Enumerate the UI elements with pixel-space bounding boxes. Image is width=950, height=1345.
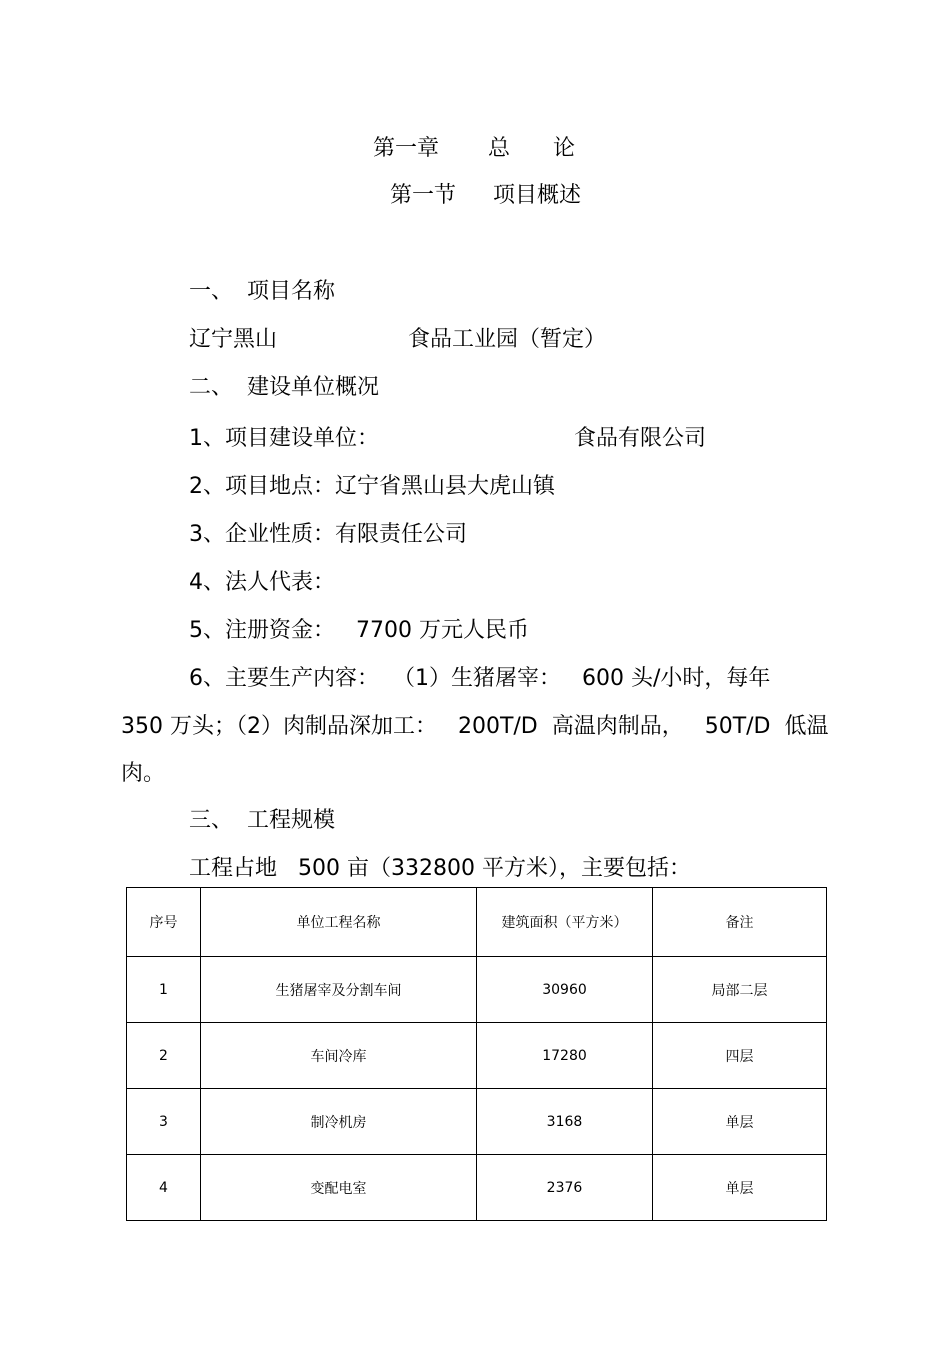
registered-capital: 5、注册资金： 7700 万元人民币 — [189, 618, 529, 643]
section-title: 项目概述 — [493, 183, 582, 208]
table-row — [127, 1155, 827, 1221]
project-name-part-1: 辽宁黑山 — [189, 327, 278, 352]
project-location: 2、项目地点：辽宁省黑山县大虎山镇 — [189, 474, 555, 499]
table-cell: 单层 — [653, 1155, 827, 1221]
table-row — [127, 1023, 827, 1089]
table-cell: 4 — [127, 1155, 201, 1221]
table-cell: 单层 — [653, 1089, 827, 1155]
header-cell: 单位工程名称 — [201, 888, 477, 957]
production-content-line-2: 350 万头；（2）肉制品深加工： 200T/D 高温肉制品， 50T/D 低温 — [121, 714, 829, 739]
project-scale-heading: 三、 工程规模 — [189, 808, 335, 833]
chapter-number: 第一章 — [373, 136, 440, 161]
header-cell: 建筑面积（平方米） — [477, 888, 653, 957]
header-cell: 备注 — [653, 888, 827, 957]
header-cell: 序号 — [127, 888, 201, 957]
works-table — [126, 887, 827, 1221]
table-cell: 车间冷库 — [201, 1023, 477, 1089]
builder-overview-heading: 二、 建设单位概况 — [189, 375, 379, 400]
chapter-title-part-2: 论 — [553, 136, 576, 161]
builder-unit-label: 1、项目建设单位： — [189, 426, 379, 451]
table-cell: 3168 — [477, 1089, 653, 1155]
project-scale-intro: 工程占地 500 亩（332800 平方米），主要包括： — [189, 856, 691, 881]
table-cell: 30960 — [477, 957, 653, 1023]
section-number: 第一节 — [390, 183, 457, 208]
table-cell: 生猪屠宰及分割车间 — [201, 957, 477, 1023]
chapter-title-part-1: 总 — [488, 136, 511, 161]
project-name-heading: 一、 项目名称 — [189, 279, 335, 304]
table-cell: 2376 — [477, 1155, 653, 1221]
table-cell: 17280 — [477, 1023, 653, 1089]
builder-unit-value: 食品有限公司 — [574, 426, 707, 451]
table-row — [127, 957, 827, 1023]
production-content-line-3: 肉。 — [121, 761, 166, 786]
table-cell: 局部二层 — [653, 957, 827, 1023]
table-row — [127, 1089, 827, 1155]
project-name-part-2: 食品工业园（暂定） — [408, 327, 607, 352]
table-cell: 四层 — [653, 1023, 827, 1089]
production-content-line-1: 6、主要生产内容： （1）生猪屠宰： 600 头/小时，每年 — [189, 666, 771, 691]
table-header-row — [127, 888, 827, 957]
table-cell: 3 — [127, 1089, 201, 1155]
table-cell: 2 — [127, 1023, 201, 1089]
table-cell: 变配电室 — [201, 1155, 477, 1221]
legal-representative: 4、法人代表： — [189, 570, 335, 595]
company-type: 3、企业性质：有限责任公司 — [189, 522, 467, 547]
table-cell: 制冷机房 — [201, 1089, 477, 1155]
table-cell: 1 — [127, 957, 201, 1023]
